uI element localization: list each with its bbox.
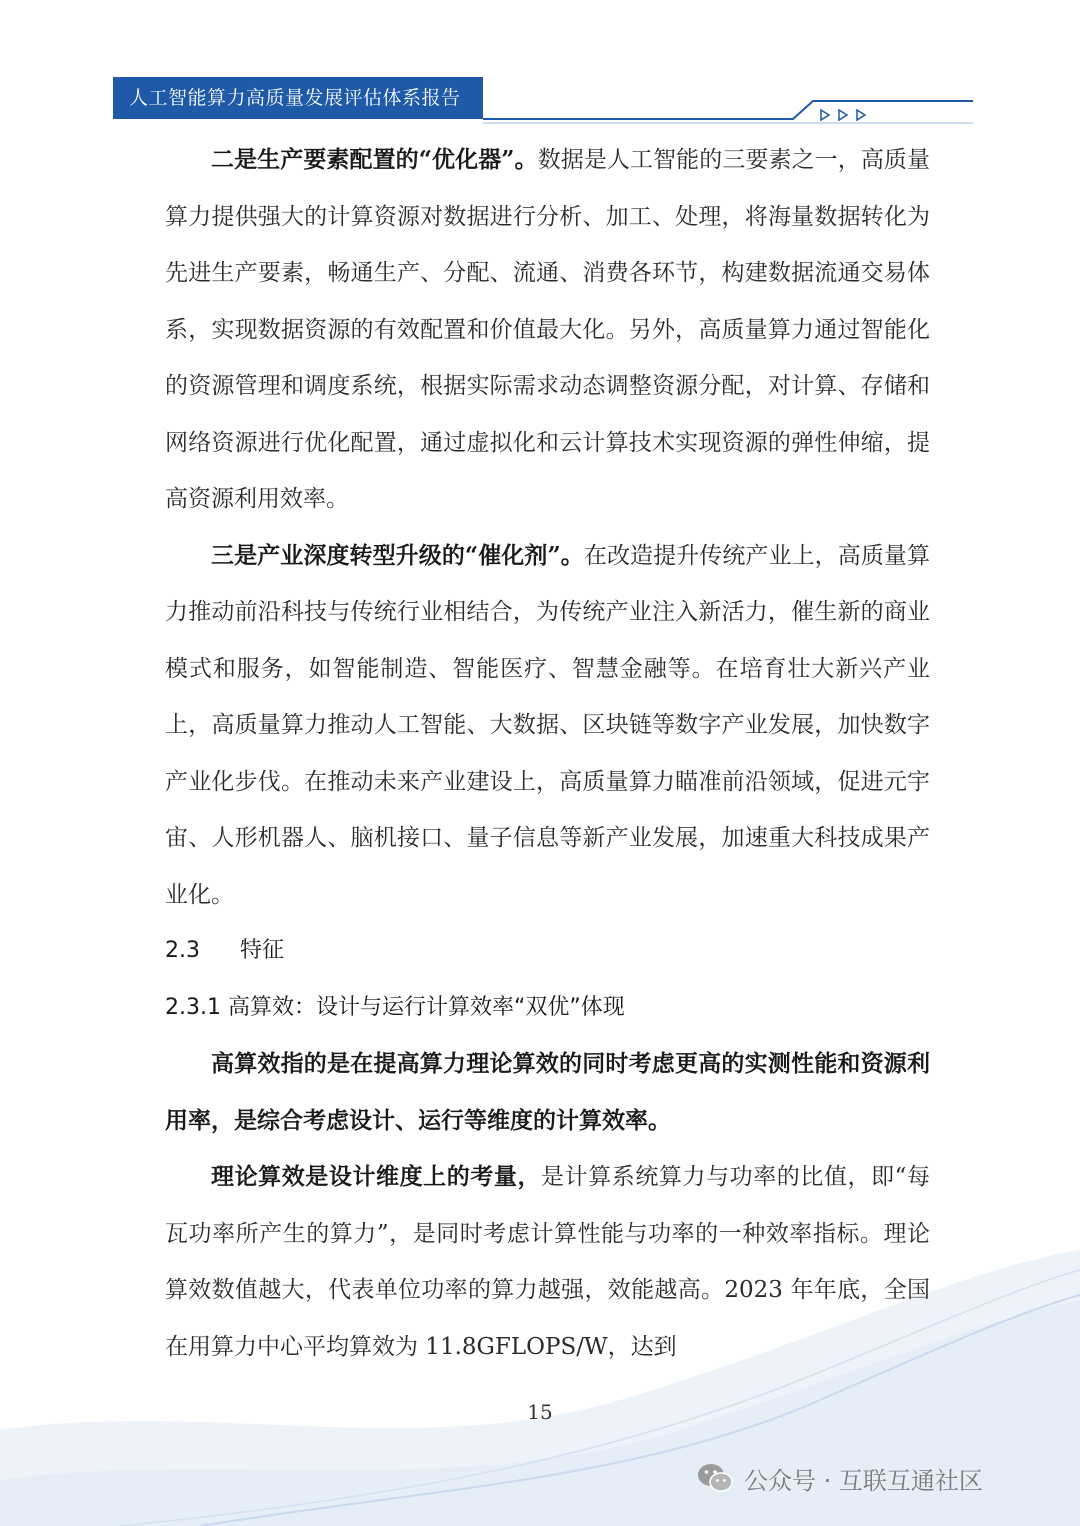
section-title: 高算效：设计与运行计算效率“双优”体现	[227, 994, 625, 1020]
paragraph-text: 数据是人工智能的三要素之一，高质量算力提供强大的计算资源对数据进行分析、加工、处理，将海量数据转化为先进生产要素，畅通生产、分配、流通、消费各环节，构建数据流通交易体系，实现数据资源的有效配置和价值最大化。另外，高质量算力通过智能化的资源管理和调度系统，根据实际需求动态调整资源分配，对计算、存储和网络资源进行优化配置，通过虚拟化和云计算技术实现资源的弹性伸缩，提高资源利用效率。	[165, 147, 930, 512]
wechat-icon	[696, 1461, 734, 1495]
section-heading-2-3	[165, 923, 930, 980]
paragraph-optimizer	[165, 132, 930, 528]
paragraph-catalyst	[165, 528, 930, 924]
watermark-text: 公众号 · 互联互通社区	[744, 1466, 983, 1495]
page-number: 15	[527, 1400, 553, 1424]
arrow-icons	[821, 110, 865, 120]
section-title: 特征	[240, 938, 285, 963]
header-title: 人工智能算力高质量发展评估体系报告	[129, 87, 461, 109]
paragraph-lead: 三是产业深度转型升级的“催化剂”。	[211, 541, 584, 569]
paragraph-lead: 理论算效是设计维度上的考量，	[211, 1163, 542, 1190]
header-decoration	[113, 96, 973, 126]
section-number: 2.3.1	[165, 994, 221, 1020]
paragraph-text: 在改造提升传统产业上，高质量算力推动前沿科技与传统行业相结合，为传统产业注入新活力，催生新的商业模式和服务，如智能制造、智能医疗、智慧金融等。在培育壮大新兴产业上，高质量算力推动人工智能、大数据、区块链等数字产业发展，加快数字产业化步伐。在推动未来产业建设上，高质量算力瞄准前沿领域，促进元宇宙、人形机器人、脑机接口、量子信息等新产业发展，加速重大科技成果产业化。	[165, 542, 931, 908]
section-heading-2-3-1	[165, 980, 930, 1037]
document-body	[165, 132, 930, 1375]
watermark	[696, 1458, 983, 1498]
paragraph-lead: 高算效指的是在提高算力理论算效的同时考虑更高的实测性能和资源利用率，是综合考虑设计、运行等维度的计算效率。	[165, 1050, 930, 1134]
section-number: 2.3	[165, 938, 200, 963]
paragraph-lead: 二是生产要素配置的“优化器”。	[211, 146, 538, 173]
paragraph-theoretical-efficiency	[165, 1149, 930, 1375]
paragraph-text: 是计算系统算力与功率的比值，即“每瓦功率所产生的算力”，是同时考虑计算性能与功率的一种效率指标。理论算效数值越大，代表单位功率的算力越强，效能越高。2023 年年底，全国在用算力中心平均算效为 11.8GFLOPS/W，达到	[165, 1164, 930, 1360]
paragraph-high-efficiency	[165, 1036, 930, 1149]
